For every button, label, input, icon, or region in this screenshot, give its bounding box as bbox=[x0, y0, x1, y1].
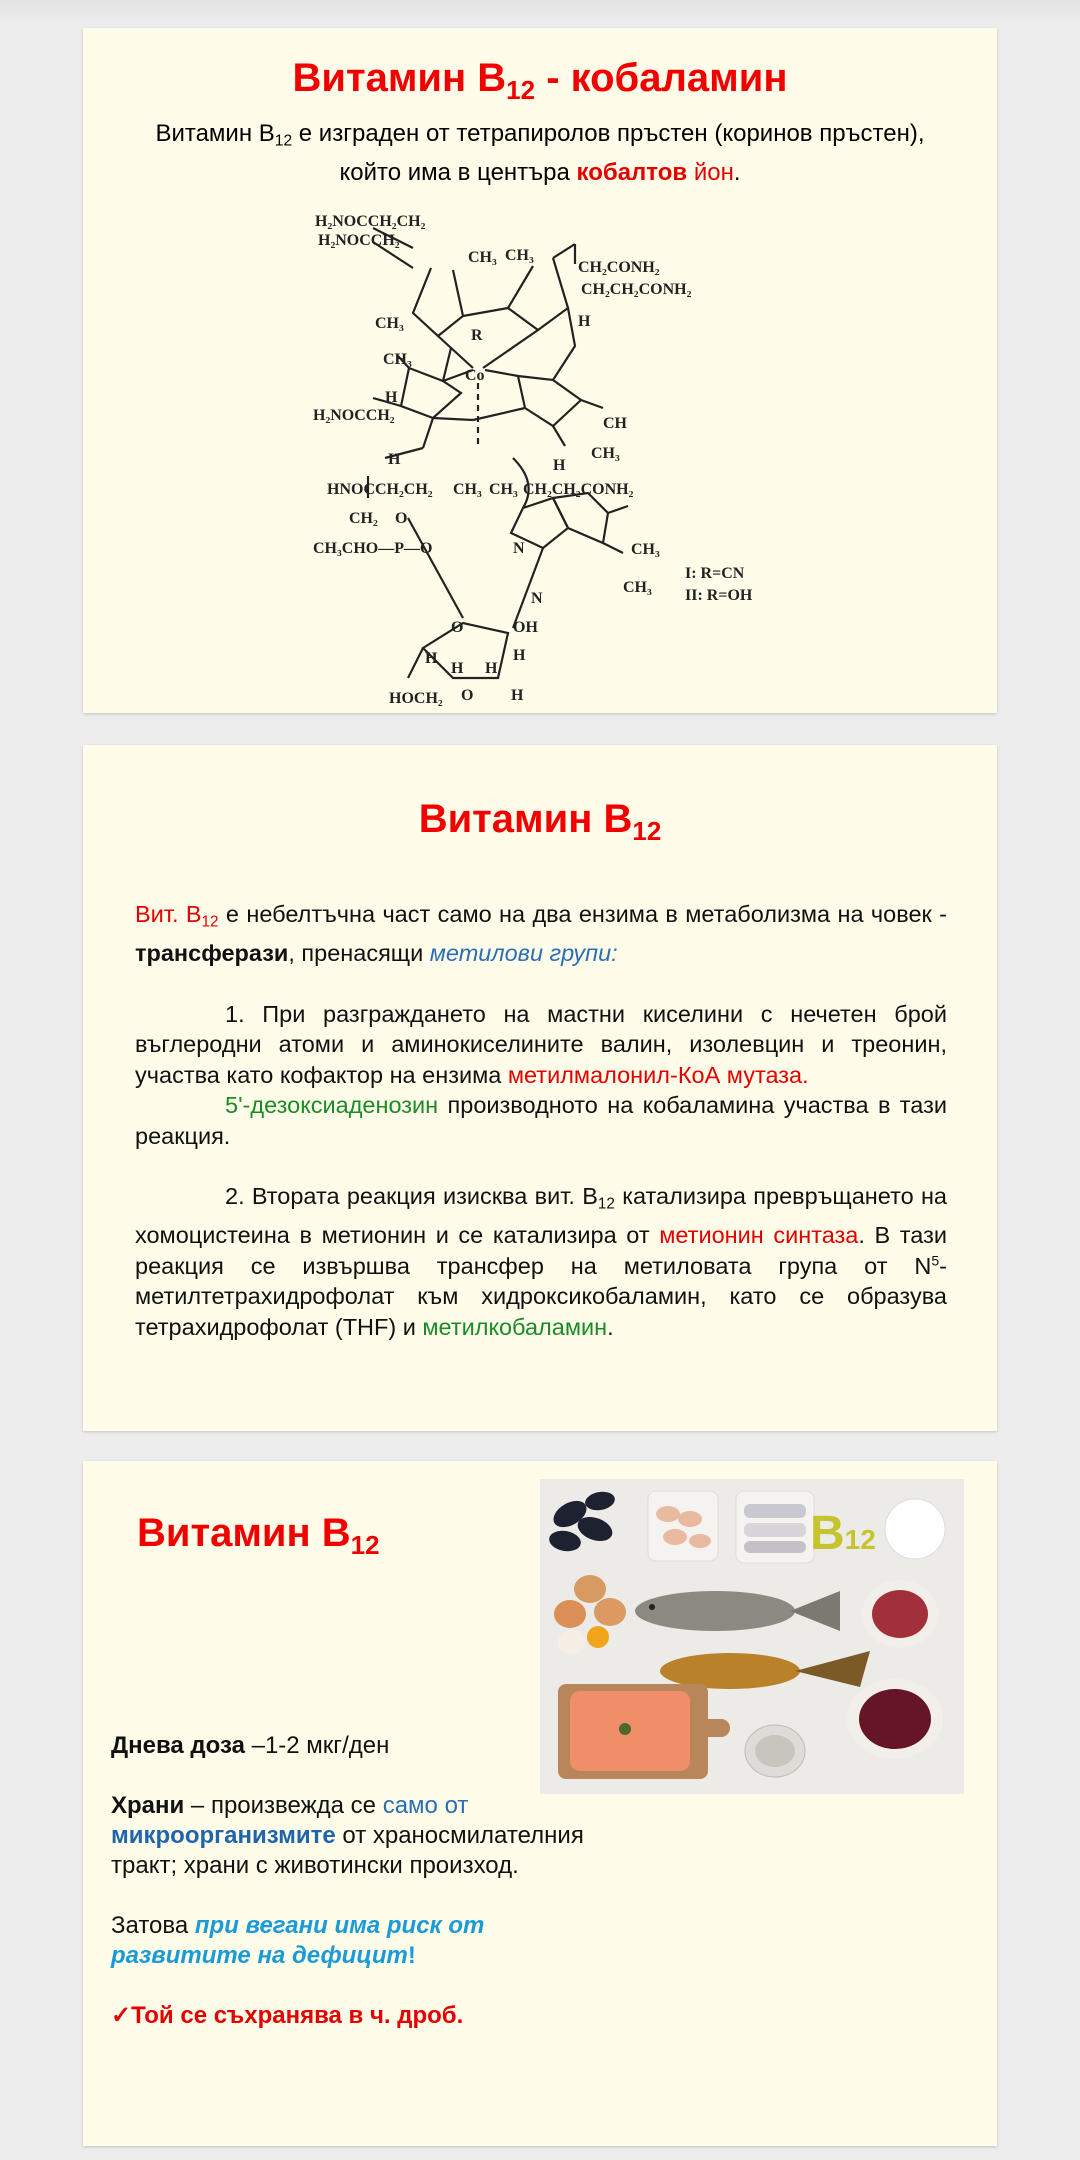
label-sidechain: CH₂CH₂CONH₂ bbox=[523, 481, 634, 498]
ring-bond bbox=[508, 258, 568, 330]
intro-text: Витамин $B_{12}$ е изграден от тетрапиролов пръстен (коринов пръстен), който има в центъра кобалтов йон. bbox=[155, 120, 925, 186]
liver bbox=[859, 1689, 931, 1749]
b12-photo-label: B12 bbox=[810, 1507, 876, 1560]
label-sidechain: H₂NOCCH₂ bbox=[318, 232, 400, 249]
eggs bbox=[554, 1575, 626, 1654]
label-methyl: CH₃ bbox=[453, 481, 482, 498]
daily-dose: Днева доза –1-2 мкг/ден bbox=[111, 1732, 390, 1759]
label-ch2: CH₂ bbox=[349, 510, 378, 527]
label-h: H bbox=[451, 660, 464, 677]
legend-cn: I: R=CN bbox=[685, 565, 745, 582]
check-icon: ✓ bbox=[111, 2002, 132, 2029]
slide-body bbox=[111, 1731, 611, 2031]
label-h: H bbox=[511, 687, 524, 704]
label-h: H bbox=[485, 660, 498, 677]
label-h: H bbox=[425, 650, 438, 667]
paragraph-reaction-2: 2. Втората реакция изисква вит. $B_{12}$ катализира превръщането на хомоцистеина в метионин и се катализира от метионин синтаза. В тази реакция се извършва трансфер на метиловата група от $N^5$-метилтетрахидрофолат към хидроксикобаламин, като се образува тетрахидрофолат (THF) и метилкобаламин. bbox=[135, 1183, 948, 1340]
label-h: H bbox=[578, 313, 591, 330]
smoked-fish bbox=[660, 1651, 870, 1689]
slide-vitamin-b12-enzymes bbox=[83, 745, 997, 1431]
label-sidechain: H₂NOCCH₂CH₂ bbox=[315, 213, 426, 230]
label-oxygen: O bbox=[461, 687, 474, 704]
label-sidechain: H₂NOCCH₂ bbox=[313, 407, 395, 424]
label-methyl: CH₃ bbox=[591, 445, 620, 462]
top-shadow bbox=[0, 0, 1080, 26]
slide-title: Витамин $B_{12}$ - кобаламин bbox=[292, 56, 788, 105]
legend-oh: II: R=OH bbox=[685, 587, 753, 604]
trout bbox=[635, 1591, 840, 1631]
label-h: H bbox=[513, 647, 526, 664]
label-sidechain: CH₂CH₂CONH₂ bbox=[581, 281, 692, 298]
paragraph-intro: Вит. $B_{12}$ е небелтъчна част само на два ензима в метаболизма на човек - трансферази, пренасящи метилови групи: bbox=[135, 901, 947, 967]
slide-vitamin-b12-structure bbox=[83, 28, 997, 713]
label-h: H bbox=[385, 389, 398, 406]
label-h: H bbox=[553, 457, 566, 474]
food-sources: Храни – произвежда се само от микроорганизмите от храносмилателния тракт; храни с животински произход. bbox=[111, 1792, 584, 1879]
label-sidechain: HNOCCH₂CH₂ bbox=[327, 481, 433, 498]
label-n: N bbox=[531, 590, 543, 607]
label-oxygen: O bbox=[451, 619, 464, 636]
label-r: R bbox=[471, 327, 483, 344]
cobalamin-structure-diagram bbox=[313, 208, 873, 718]
label-n: N bbox=[513, 540, 525, 557]
ring-bond bbox=[518, 308, 575, 380]
label-oh: OH bbox=[513, 619, 538, 636]
label-methyl: CH₃ bbox=[383, 351, 412, 368]
slide-body bbox=[135, 899, 947, 1342]
slide-vitamin-b12-sources bbox=[83, 1461, 997, 2146]
label-ch: CH bbox=[603, 415, 627, 432]
label-methyl: CH₃ bbox=[375, 315, 404, 332]
label-methyl: CH₃ bbox=[505, 247, 534, 264]
paragraph-adenosine: 5'-дезоксиаденозин производното на кобаламина участва в тази реакция. bbox=[135, 1092, 947, 1149]
slide-title: Витамин $B_{12}$ bbox=[137, 1511, 380, 1560]
label-methyl: CH₃ bbox=[489, 481, 518, 498]
cobalt-highlight: кобалтов bbox=[576, 158, 688, 186]
label-sidechain: CH₂CONH₂ bbox=[578, 259, 660, 276]
label-methyl: CH₃ bbox=[468, 249, 497, 266]
liver-storage: ✓Той се съхранява в ч. дроб. bbox=[111, 2002, 464, 2029]
mussels bbox=[548, 1490, 617, 1554]
ring-bond bbox=[413, 268, 463, 336]
label-oxygen: O bbox=[395, 510, 408, 527]
label-h: H bbox=[388, 451, 401, 468]
label-phosphate: CH₃CHO—P—O bbox=[313, 540, 433, 557]
vegan-warning: Затова при вегани има риск от развитите на дефицит! bbox=[111, 1912, 485, 1969]
label-hoch2: HOCH₂ bbox=[389, 690, 443, 707]
ring-bond bbox=[518, 376, 581, 426]
slide-title: Витамин $B_{12}$ bbox=[418, 797, 662, 846]
label-cobalt: Co bbox=[465, 367, 485, 384]
label-methyl: CH₃ bbox=[631, 541, 660, 558]
paragraph-reaction-1: 1. При разграждането на мастни киселини с нечетен брой въглеродни атоми и аминокиселините валин, изолевцин и треонин, участва като кофактор на ензима метилмалонил-КоА мутаза. bbox=[135, 1000, 947, 1088]
label-methyl: CH₃ bbox=[623, 579, 652, 596]
